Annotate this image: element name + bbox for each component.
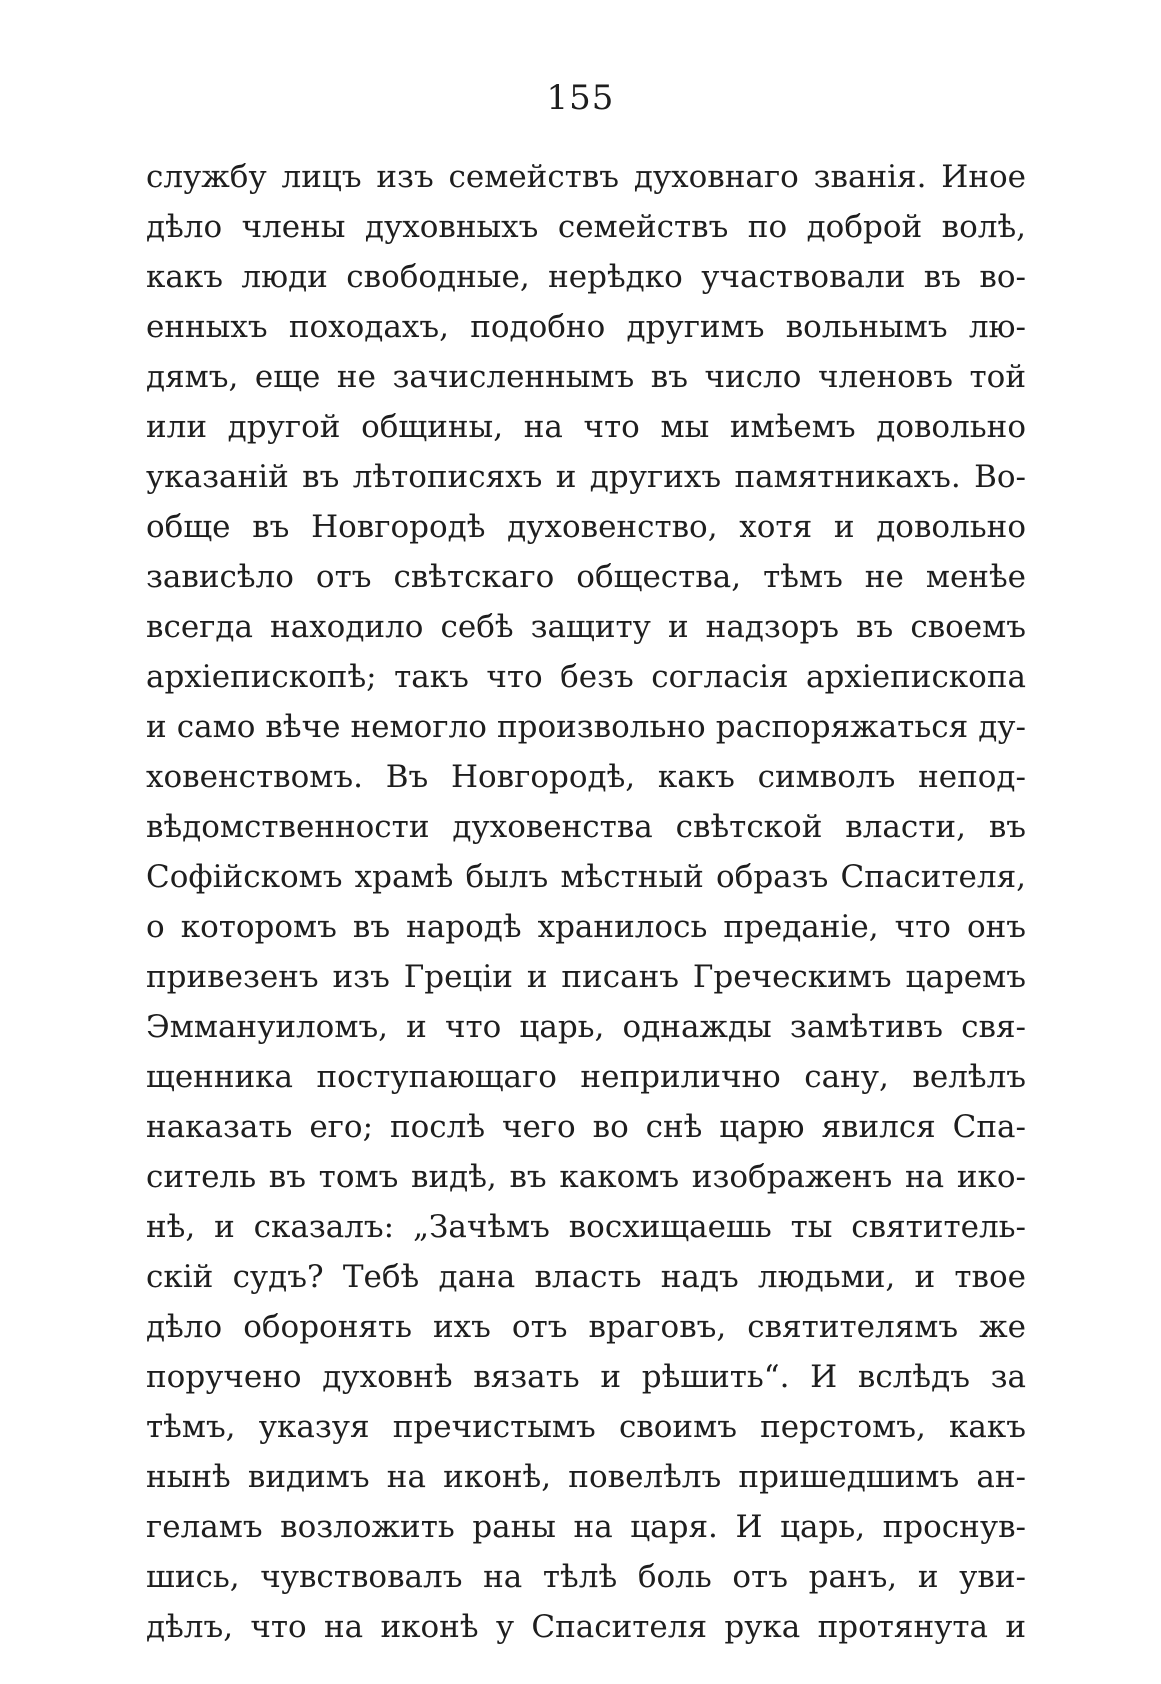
page-number: 155 bbox=[546, 78, 615, 118]
text-line: тѣмъ, указуя пречистымъ своимъ перстомъ, какъ bbox=[146, 1409, 1026, 1445]
text-line: енныхъ походахъ, подобно другимъ вольнымъ лю- bbox=[146, 309, 1026, 345]
text-line: ситель въ томъ видѣ, въ какомъ изображенъ на ико- bbox=[146, 1159, 1026, 1195]
text-line: дѣлъ, что на иконѣ у Спасителя рука протянута и bbox=[146, 1609, 1026, 1645]
text-line: вѣдомственности духовенства свѣтской власти, въ bbox=[146, 809, 1026, 845]
text-line: какъ люди свободные, нерѣдко участвовали въ во- bbox=[146, 259, 1026, 295]
text-line: привезенъ изъ Греціи и писанъ Греческимъ царемъ bbox=[146, 959, 1026, 995]
text-line: обще въ Новгородѣ духовенство, хотя и довольно bbox=[146, 509, 1026, 545]
text-line: указаній въ лѣтописяхъ и другихъ памятникахъ. Во- bbox=[146, 459, 1026, 495]
text-line: и само вѣче немогло произвольно распоряжаться ду- bbox=[146, 709, 1026, 745]
text-line: дѣло члены духовныхъ семействъ по доброй волѣ, bbox=[146, 209, 1026, 245]
text-line: поручено духовнѣ вязать и рѣшить“. И вслѣдъ за bbox=[146, 1359, 1026, 1395]
text-line: наказать его; послѣ чего во снѣ царю явился Спа- bbox=[146, 1109, 1026, 1145]
text-line: дѣло оборонять ихъ отъ враговъ, святителямъ же bbox=[146, 1309, 1026, 1345]
text-line: зависѣло отъ свѣтскаго общества, тѣмъ не менѣе bbox=[146, 559, 1026, 595]
text-line: дямъ, еще не зачисленнымъ въ число членовъ той bbox=[146, 359, 1026, 395]
text-line: или другой общины, на что мы имѣемъ довольно bbox=[146, 409, 1026, 445]
text-line: ховенствомъ. Въ Новгородѣ, какъ символъ непод- bbox=[146, 759, 1026, 795]
text-line: скій судъ? Тебѣ дана власть надъ людьми, и твое bbox=[146, 1259, 1026, 1295]
text-line: нѣ, и сказалъ: „Зачѣмъ восхищаешь ты святитель- bbox=[146, 1209, 1026, 1245]
text-line: о которомъ въ народѣ хранилось преданіе, что онъ bbox=[146, 909, 1026, 945]
text-line: геламъ возложить раны на царя. И царь, проснув- bbox=[146, 1509, 1026, 1545]
text-line: службу лицъ изъ семействъ духовнаго званія. Иное bbox=[146, 159, 1026, 195]
text-line: архіепископѣ; такъ что безъ согласія архіепископа bbox=[146, 659, 1026, 695]
body-text bbox=[146, 152, 1026, 1652]
text-line: всегда находило себѣ защиту и надзоръ въ своемъ bbox=[146, 609, 1026, 645]
text-line: Эммануиломъ, и что царь, однажды замѣтивъ свя- bbox=[146, 1009, 1026, 1045]
text-line: шись, чувствовалъ на тѣлѣ боль отъ ранъ, и уви- bbox=[146, 1559, 1026, 1595]
text-line: нынѣ видимъ на иконѣ, повелѣлъ пришедшимъ ан- bbox=[146, 1459, 1026, 1495]
text-line: Софійскомъ храмѣ былъ мѣстный образъ Спасителя, bbox=[146, 859, 1026, 895]
text-line: щенника поступающаго неприлично сану, велѣлъ bbox=[146, 1059, 1026, 1095]
